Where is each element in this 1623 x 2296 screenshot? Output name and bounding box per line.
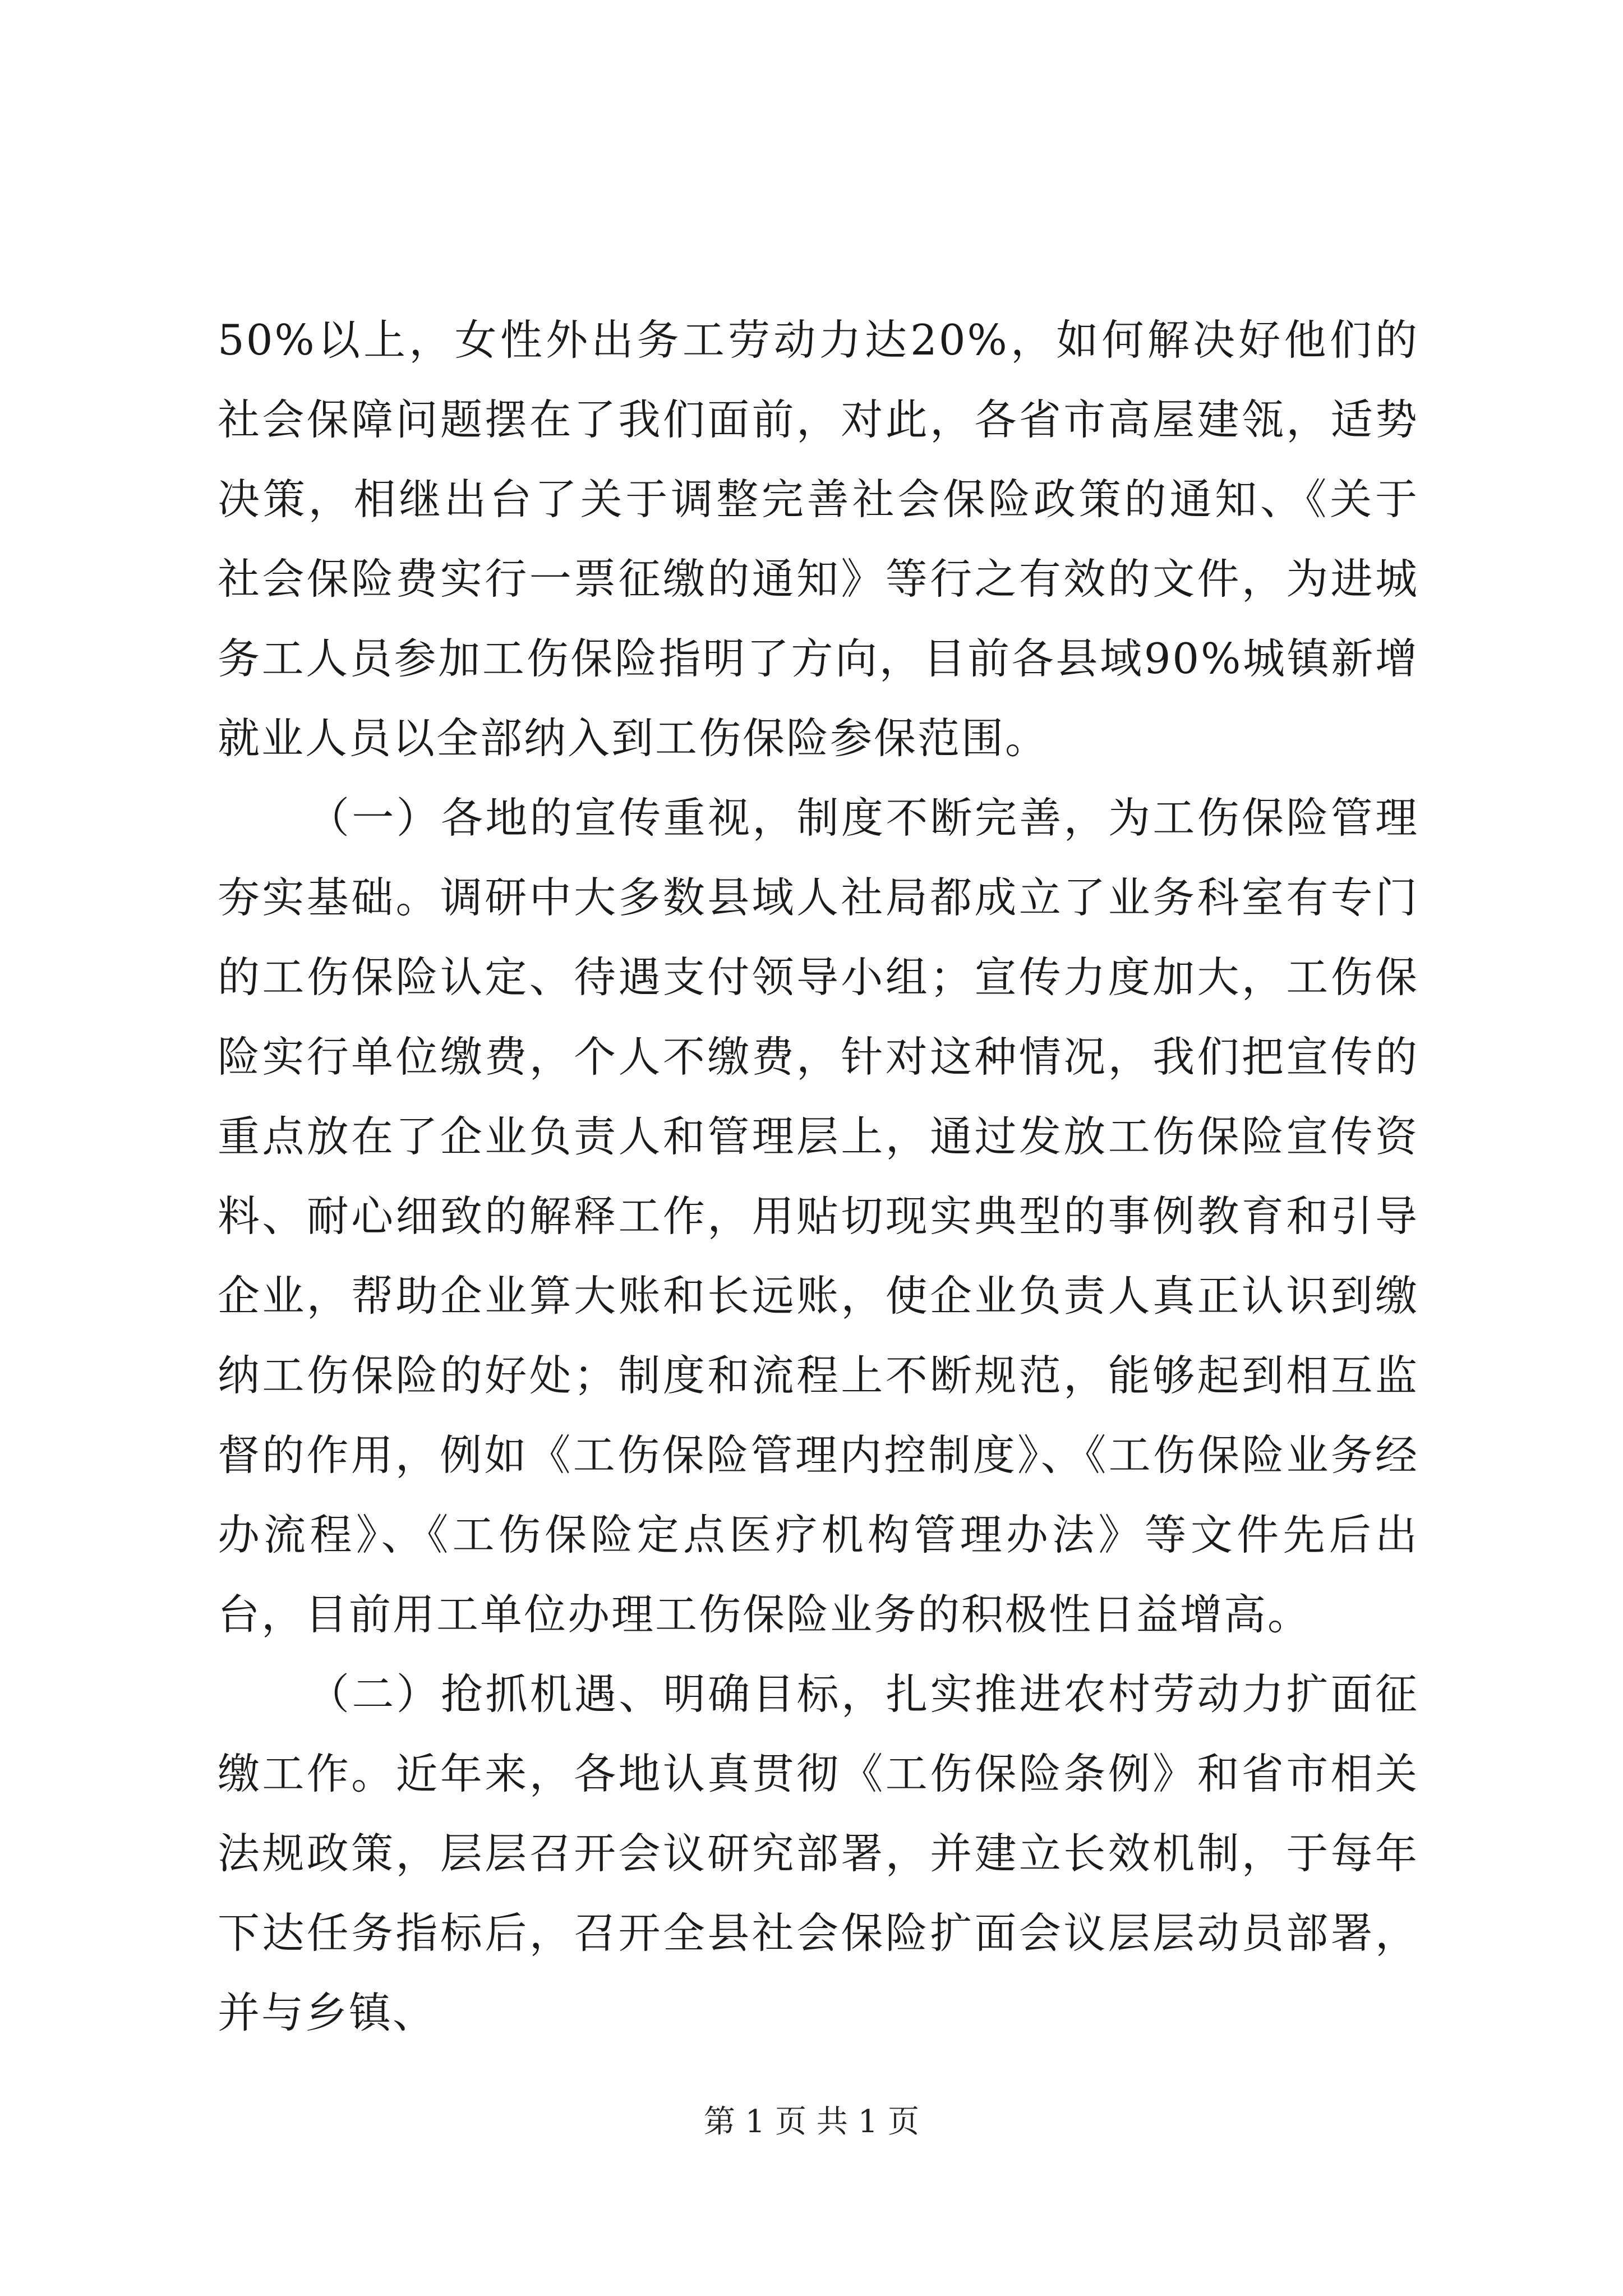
paragraph-section-one: （一）各地的宣传重视，制度不断完善，为工伤保险管理夯实基础。调研中大多数县域人社局都成立了业务科室有专门的工伤保险认定、待遇支付领导小组；宣传力度加大，工伤保险实行单位缴费，个人不缴费，针对这种情况，我们把宣传的重点放在了企业负责人和管理层上，通过发放工伤保险宣传资料、耐心细致的解释工作，用贴切现实典型的事例教育和引导企业，帮助企业算大账和长远账，使企业负责人真正认识到缴纳工伤保险的好处；制度和流程上不断规范，能够起到相互监督的作用，例如《工伤保险管理内控制度》、《工伤保险业务经办流程》、《工伤保险定点医疗机构管理办法》等文件先后出台，目前用工单位办理工伤保险业务的积极性日益增高。: [218, 793, 1419, 1639]
paragraph-section-two: （二）抢抓机遇、明确目标，扎实推进农村劳动力扩面征缴工作。近年来，各地认真贯彻《工伤保险条例》和省市相关法规政策，层层召开会议研究部署，并建立长效机制，于每年下达任务指标后，召开全县社会保险扩面会议层层动员部署，并与乡镇、: [218, 1669, 1419, 2037]
page-footer: 第 1 页 共 1 页: [703, 2104, 920, 2140]
document-body: [218, 300, 1419, 2053]
paragraph-continuation: 50%以上，女性外出务工劳动力达20%，如何解决好他们的社会保障问题摆在了我们面前，对此，各省市高屋建瓴，适势决策，相继出台了关于调整完善社会保险政策的通知、《关于社会保险费实行一票征缴的通知》等行之有效的文件，为进城务工人员参加工伤保险指明了方向，目前各县域90%城镇新增就业人员以全部纳入到工伤保险参保范围。: [218, 315, 1419, 763]
